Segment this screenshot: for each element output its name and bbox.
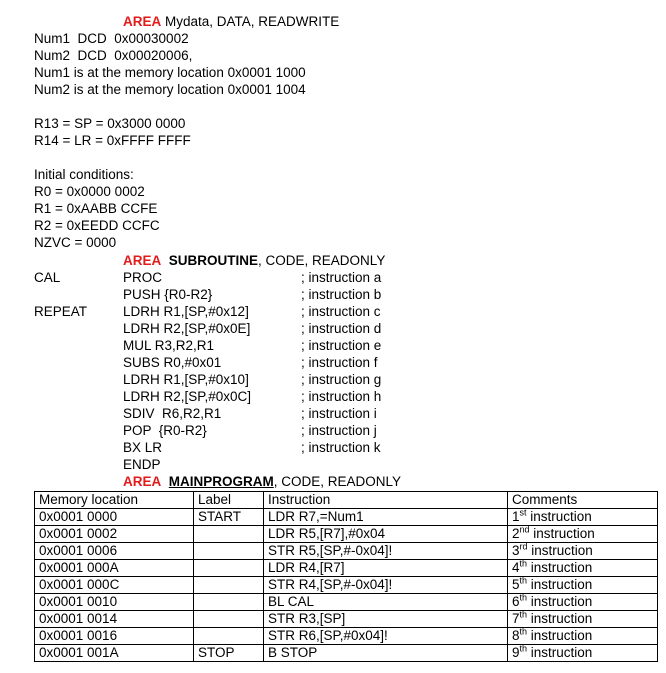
data-area-rest: Mydata, DATA, READWRITE <box>161 14 340 29</box>
table-row <box>35 628 658 645</box>
r2-line: R2 = 0xEEDD CCFC <box>34 218 160 233</box>
nzvc-line: NZVC = 0000 <box>34 235 117 250</box>
subroutine-comment: ; instruction a <box>301 270 382 285</box>
memory-location-cell: 0x0001 0010 <box>35 594 194 611</box>
comment-text: instruction <box>527 611 593 626</box>
table-row <box>35 645 658 662</box>
mainprogram-name: MAINPROGRAM <box>168 474 274 489</box>
subroutine-comment: ; instruction g <box>301 372 382 387</box>
subroutine-name: SUBROUTINE <box>168 253 259 268</box>
subroutine-comment: ; instruction b <box>301 287 382 302</box>
instruction-cell: B STOP <box>264 645 508 662</box>
comment-text: instruction <box>527 577 593 592</box>
subroutine-comment: ; instruction i <box>301 406 377 421</box>
table-row <box>35 543 658 560</box>
subroutine-comment: ; instruction j <box>301 423 377 438</box>
num1-dcd-line: Num1 DCD 0x00030002 <box>34 31 189 46</box>
subroutine-label: CAL <box>34 270 61 285</box>
instruction-cell: LDR R4,[R7] <box>264 560 508 577</box>
instruction-cell: STR R6,[SP,#0x04]! <box>264 628 508 645</box>
instruction-cell: BL CAL <box>264 594 508 611</box>
subroutine-comment: ; instruction h <box>301 389 382 404</box>
r0-line: R0 = 0x0000 0002 <box>34 184 145 199</box>
comment-number: 4 <box>512 560 520 575</box>
subroutine-code: LDRH R2,[SP,#0x0E] <box>123 321 251 336</box>
comment-number: 8 <box>512 628 520 643</box>
memory-location-cell: 0x0001 0000 <box>35 509 194 526</box>
label-cell <box>194 628 264 645</box>
comment-number: 3 <box>512 543 520 558</box>
header-memory-location: Memory location <box>35 492 194 509</box>
comment-text: instruction <box>527 628 593 643</box>
memory-location-cell: 0x0001 0006 <box>35 543 194 560</box>
comment-cell <box>508 577 658 594</box>
comment-ordinal-suffix: nd <box>519 524 530 535</box>
comment-text: instruction <box>527 645 593 660</box>
num2-dcd-line: Num2 DCD 0x00020006, <box>34 48 193 63</box>
subroutine-label: REPEAT <box>34 304 88 319</box>
memory-location-cell: 0x0001 0002 <box>35 526 194 543</box>
comment-ordinal-suffix: th <box>519 609 528 620</box>
header-instruction: Instruction <box>264 492 508 509</box>
comment-ordinal-suffix: rd <box>519 541 528 552</box>
comment-ordinal-suffix: th <box>519 592 528 603</box>
subroutine-comment: ; instruction d <box>301 321 382 336</box>
table-row <box>35 594 658 611</box>
table-body <box>35 509 658 662</box>
comment-cell <box>508 543 658 560</box>
num2-location-line: Num2 is at the memory location 0x0001 1004 <box>34 82 306 97</box>
comment-text: instruction <box>526 509 592 524</box>
comment-text: instruction <box>527 594 593 609</box>
area-keyword: AREA <box>123 14 162 29</box>
comment-ordinal-suffix: th <box>519 643 528 654</box>
memory-location-cell: 0x0001 0016 <box>35 628 194 645</box>
comment-text: instruction <box>529 526 595 541</box>
header-label: Label <box>194 492 264 509</box>
comment-text: instruction <box>527 560 593 575</box>
subroutine-comment: ; instruction e <box>301 338 382 353</box>
table-row <box>35 560 658 577</box>
subroutine-area-rest: , CODE, READONLY <box>258 253 386 268</box>
label-cell <box>194 526 264 543</box>
comment-cell <box>508 509 658 526</box>
mainprogram-area-rest: , CODE, READONLY <box>273 474 402 489</box>
subroutine-comment: ; instruction f <box>301 355 378 370</box>
label-cell <box>194 577 264 594</box>
label-cell: STOP <box>194 645 264 662</box>
memory-location-cell: 0x0001 000C <box>35 577 194 594</box>
lr-register-line: R14 = LR = 0xFFFF FFFF <box>34 133 191 148</box>
area-keyword: AREA <box>123 474 162 489</box>
comment-number: 5 <box>512 577 520 592</box>
subroutine-comment: ; instruction k <box>301 440 381 455</box>
num1-location-line: Num1 is at the memory location 0x0001 1000 <box>34 65 306 80</box>
instruction-cell: STR R4,[SP,#-0x04]! <box>264 577 508 594</box>
comment-ordinal-suffix: th <box>519 626 528 637</box>
subroutine-area-directive <box>123 253 385 269</box>
label-cell <box>194 543 264 560</box>
subroutine-code: MUL R3,R2,R1 <box>123 338 215 353</box>
initial-conditions-title: Initial conditions: <box>34 167 134 182</box>
area-keyword: AREA <box>123 253 162 268</box>
comment-cell <box>508 560 658 577</box>
subroutine-comment: ; instruction c <box>301 304 381 319</box>
comment-number: 7 <box>512 611 520 626</box>
comment-number: 1 <box>512 509 520 524</box>
memory-location-cell: 0x0001 0014 <box>35 611 194 628</box>
instruction-cell: STR R5,[SP,#-0x04]! <box>264 543 508 560</box>
subroutine-code: ENDP <box>123 457 161 472</box>
label-cell <box>194 611 264 628</box>
table-row <box>35 611 658 628</box>
subroutine-code: SDIV R6,R2,R1 <box>123 406 222 421</box>
r1-line: R1 = 0xAABB CCFE <box>34 201 158 216</box>
table-header-row <box>35 492 658 509</box>
memory-location-cell: 0x0001 001A <box>35 645 194 662</box>
comment-cell <box>508 594 658 611</box>
mainprogram-area-directive <box>123 474 401 490</box>
instruction-cell: STR R3,[SP] <box>264 611 508 628</box>
memory-location-cell: 0x0001 000A <box>35 560 194 577</box>
header-comments: Comments <box>508 492 658 509</box>
data-area-directive <box>123 14 339 30</box>
comment-ordinal-suffix: th <box>519 558 528 569</box>
label-cell <box>194 560 264 577</box>
comment-ordinal-suffix: st <box>519 507 527 518</box>
comment-cell <box>508 526 658 543</box>
instruction-cell: LDR R7,=Num1 <box>264 509 508 526</box>
comment-number: 6 <box>512 594 520 609</box>
label-cell <box>194 594 264 611</box>
table-row <box>35 577 658 594</box>
comment-text: instruction <box>527 543 593 558</box>
subroutine-code: LDRH R1,[SP,#0x10] <box>123 372 249 387</box>
comment-cell <box>508 611 658 628</box>
instruction-cell: LDR R5,[R7],#0x04 <box>264 526 508 543</box>
label-cell: START <box>194 509 264 526</box>
table-row <box>35 509 658 526</box>
subroutine-code: LDRH R1,[SP,#0x12] <box>123 304 249 319</box>
comment-number: 9 <box>512 645 520 660</box>
comment-number: 2 <box>512 526 520 541</box>
memory-table <box>34 491 658 662</box>
subroutine-code: PUSH {R0-R2} <box>123 287 213 302</box>
comment-cell <box>508 628 658 645</box>
comment-cell <box>508 645 658 662</box>
subroutine-code: LDRH R2,[SP,#0x0C] <box>123 389 252 404</box>
subroutine-code: POP {R0-R2} <box>123 423 207 438</box>
comment-ordinal-suffix: th <box>519 575 528 586</box>
subroutine-code: PROC <box>123 270 163 285</box>
sp-register-line: R13 = SP = 0x3000 0000 <box>34 116 186 131</box>
subroutine-code: SUBS R0,#0x01 <box>123 355 222 370</box>
subroutine-code: BX LR <box>123 440 163 455</box>
table-row <box>35 526 658 543</box>
